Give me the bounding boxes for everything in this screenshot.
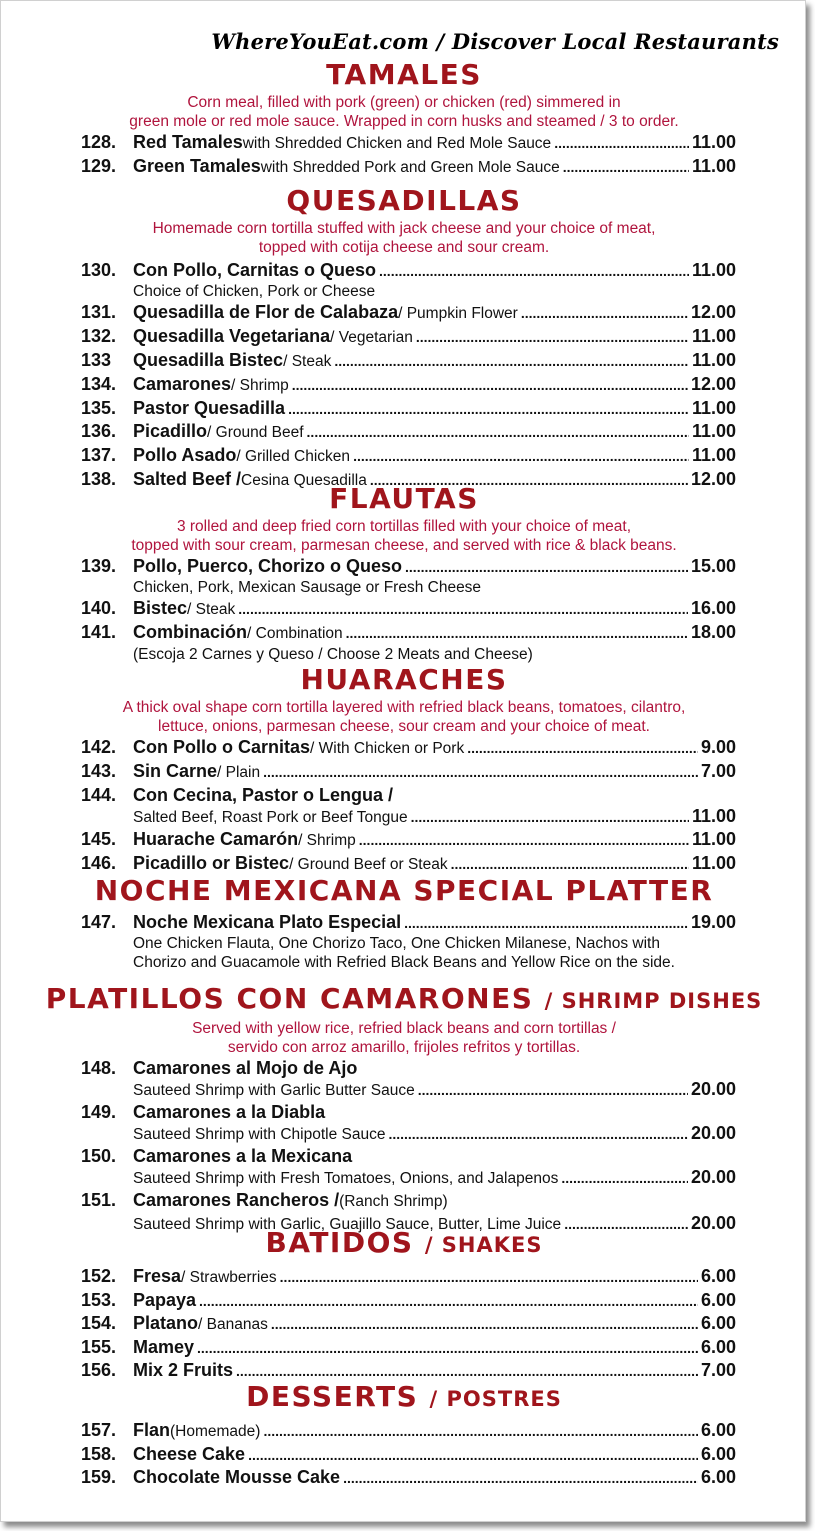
item-name: Bistec	[133, 598, 188, 618]
dot-leader	[280, 1266, 698, 1288]
item-number: 156.	[81, 1360, 117, 1380]
item-number: 133	[81, 350, 112, 370]
item-name: Papaya	[133, 1290, 197, 1310]
item-price: 6.00	[700, 1420, 736, 1440]
item-number: 129.	[81, 156, 117, 176]
item-price: 11.00	[691, 445, 736, 465]
item-description: (Escoja 2 Carnes y Queso / Choose 2 Meats and Cheese)	[133, 646, 533, 663]
section-batidos	[1, 1227, 807, 1382]
dot-leader	[467, 737, 698, 759]
description-line: lettuce, onions, parmesan cheese, sour cream and your choice of meat.	[158, 718, 650, 735]
item-price: 6.00	[700, 1290, 736, 1310]
item-number: 131.	[81, 302, 117, 322]
menu-item	[81, 760, 736, 784]
section-description	[1, 1019, 807, 1057]
description-line: servido con arroz amarillo, frijoles refritos y tortillas.	[227, 1039, 581, 1056]
item-name: Con Cecina, Pastor o Lengua /	[133, 785, 394, 805]
item-name: Combinación	[133, 622, 248, 642]
menu-item	[81, 621, 736, 645]
menu-item	[81, 555, 736, 578]
menu-item	[81, 1145, 736, 1167]
item-name: Noche Mexicana Plato Especial	[133, 912, 402, 932]
dot-leader	[405, 556, 688, 578]
section-title	[1, 1381, 807, 1415]
dot-leader	[451, 853, 689, 875]
section-tamales	[1, 59, 807, 179]
section-title-sub: / SHAKES	[424, 1233, 543, 1257]
item-number: 149.	[81, 1102, 117, 1122]
item-translation: with Shredded Pork and Green Mole Sauce	[260, 159, 560, 176]
dot-leader	[236, 1360, 698, 1382]
section-title	[1, 983, 807, 1017]
item-description: Sauteed Shrimp with Fresh Tomatoes, Onions, and Jalapenos	[133, 1170, 559, 1187]
item-list	[81, 736, 736, 876]
menu-item	[81, 1336, 736, 1359]
item-number: 153.	[81, 1290, 117, 1310]
dot-leader	[307, 421, 689, 443]
item-number: 142.	[81, 737, 117, 757]
item-name: Sin Carne	[133, 761, 218, 781]
menu-item	[81, 1265, 736, 1289]
item-price: 11.00	[691, 260, 736, 280]
dot-leader	[563, 156, 689, 178]
item-details	[81, 934, 736, 972]
item-description: Choice of Chicken, Pork or Cheese	[133, 283, 376, 300]
item-list	[81, 131, 736, 179]
item-name: Salted Beef /	[133, 469, 242, 489]
section-title-sub: / POSTRES	[429, 1387, 562, 1411]
dot-leader	[418, 1080, 688, 1100]
item-description-row	[133, 1167, 736, 1189]
dot-leader	[359, 829, 689, 851]
menu-item	[81, 349, 736, 373]
item-price: 19.00	[690, 912, 736, 932]
item-list	[81, 259, 736, 492]
section-title	[1, 1227, 807, 1261]
item-list	[81, 555, 736, 664]
dot-leader	[263, 761, 698, 783]
item-translation: / Plain	[217, 764, 261, 781]
item-price: 15.00	[690, 556, 736, 576]
menu-item	[81, 1289, 736, 1312]
item-translation: / Ground Beef	[207, 424, 304, 441]
item-translation: (Ranch Shrimp)	[339, 1193, 448, 1210]
menu-item	[81, 301, 736, 325]
item-detail-line: One Chicken Flauta, One Chorizo Taco, One Chicken Milanese, Nachos with	[133, 935, 660, 952]
section-title: NOCHE MEXICANA SPECIAL PLATTER	[94, 874, 714, 907]
item-name: Green Tamales	[133, 156, 261, 176]
item-list	[81, 1419, 736, 1489]
dot-leader	[263, 1420, 697, 1442]
section-title-main: BATIDOS	[265, 1226, 414, 1259]
item-number: 155.	[81, 1337, 117, 1357]
item-price: 6.00	[700, 1313, 736, 1333]
item-price: 11.00	[691, 806, 736, 826]
item-number: 137.	[81, 445, 117, 465]
section-title: FLAUTAS	[329, 482, 479, 515]
section-quesadillas	[1, 185, 807, 492]
dot-leader	[404, 912, 688, 934]
item-translation: / Shrimp	[231, 377, 289, 394]
menu-item	[81, 597, 736, 621]
item-number: 147.	[81, 912, 117, 932]
item-translation: with Shredded Chicken and Red Mole Sauce	[242, 135, 552, 152]
item-translation: / Bananas	[198, 1316, 268, 1333]
menu-item	[81, 373, 736, 397]
description-line: A thick oval shape corn tortilla layered with refried black beans, tomatoes, cilantro,	[122, 699, 686, 716]
watermark: WhereYouEat.com / Discover Local Restaurants	[211, 29, 779, 54]
dot-leader	[411, 807, 689, 827]
item-price: 18.00	[690, 622, 736, 642]
item-translation: / Strawberries	[181, 1269, 277, 1286]
menu-item	[81, 1057, 736, 1079]
item-number: 140.	[81, 598, 117, 618]
item-name: Huarache Camarón	[133, 829, 299, 849]
item-price: 11.00	[691, 132, 736, 152]
section-description	[1, 93, 807, 131]
menu-item	[81, 420, 736, 444]
item-translation: / Pumpkin Flower	[398, 305, 518, 322]
item-list	[81, 911, 736, 934]
item-name: Fresa	[133, 1266, 182, 1286]
description-line: green mole or red mole sauce. Wrapped in corn husks and steamed / 3 to order.	[129, 113, 679, 130]
item-number: 157.	[81, 1420, 117, 1440]
item-name: Quesadilla de Flor de Calabaza	[133, 302, 399, 322]
item-translation: / Steak	[283, 353, 332, 370]
dot-leader	[388, 1124, 688, 1144]
section-description	[1, 517, 807, 555]
item-price: 7.00	[700, 761, 736, 781]
dot-leader	[199, 1290, 698, 1312]
item-list	[81, 1057, 736, 1235]
item-name: Con Pollo o Carnitas	[133, 737, 311, 757]
item-number: 154.	[81, 1313, 117, 1333]
item-name: Pollo, Puerco, Chorizo o Queso	[133, 556, 403, 576]
item-number: 152.	[81, 1266, 117, 1286]
item-description-row	[133, 806, 736, 828]
item-price: 6.00	[700, 1266, 736, 1286]
description-line: Corn meal, filled with pork (green) or chicken (red) simmered in	[187, 94, 621, 111]
item-number: 135.	[81, 398, 117, 418]
item-name: Mamey	[133, 1337, 195, 1357]
item-name: Camarones	[133, 374, 232, 394]
item-number: 151.	[81, 1190, 117, 1210]
item-translation: / Shrimp	[298, 832, 356, 849]
section-huaraches	[1, 664, 807, 876]
item-price: 11.00	[691, 350, 736, 370]
item-name: Flan	[133, 1420, 171, 1440]
section-title: TAMALES	[326, 58, 482, 91]
item-price: 16.00	[690, 598, 736, 618]
dot-leader	[292, 374, 688, 396]
item-price: 6.00	[700, 1444, 736, 1464]
item-name: Picadillo or Bistec	[133, 853, 290, 873]
item-description: Sauteed Shrimp with Garlic Butter Sauce	[133, 1082, 415, 1099]
item-translation: / Combination	[247, 625, 343, 642]
item-name: Quesadilla Vegetariana	[133, 326, 331, 346]
item-name: Chocolate Mousse Cake	[133, 1467, 341, 1487]
section-camarones	[1, 983, 807, 1235]
item-name: Pollo Asado	[133, 445, 237, 465]
item-number: 143.	[81, 761, 117, 781]
menu-item	[81, 1189, 736, 1213]
dot-leader	[288, 398, 689, 420]
menu-item	[81, 1419, 736, 1443]
menu-item	[81, 131, 736, 155]
section-description	[1, 219, 807, 257]
menu-item	[81, 444, 736, 468]
description-line: topped with cotija cheese and sour cream.	[258, 239, 550, 256]
dot-leader	[554, 132, 689, 154]
item-number: 128.	[81, 132, 117, 152]
item-name: Camarones a la Mexicana	[133, 1146, 353, 1166]
item-number: 158.	[81, 1444, 117, 1464]
dot-leader	[346, 622, 688, 644]
menu-item	[81, 259, 736, 282]
menu-item	[81, 155, 736, 179]
section-title: HUARACHES	[300, 663, 508, 696]
item-translation: / Steak	[187, 601, 236, 618]
item-price: 11.00	[691, 326, 736, 346]
section-desserts	[1, 1381, 807, 1489]
item-price: 20.00	[690, 1167, 736, 1187]
item-number: 146.	[81, 853, 117, 873]
dot-leader	[334, 350, 689, 372]
menu-item	[81, 911, 736, 934]
item-name: Cheese Cake	[133, 1444, 246, 1464]
dot-leader	[521, 302, 688, 324]
item-description: Sauteed Shrimp with Garlic, Guajillo Sauce, Butter, Lime Juice	[133, 1216, 562, 1233]
menu-item	[81, 397, 736, 420]
dot-leader	[379, 260, 689, 282]
item-price: 11.00	[691, 398, 736, 418]
item-list	[81, 1265, 736, 1382]
item-name: Camarones Rancheros /	[133, 1190, 340, 1210]
item-description-row	[133, 1079, 736, 1101]
item-translation: / With Chicken or Pork	[310, 740, 465, 757]
item-number: 145.	[81, 829, 117, 849]
item-name: Pastor Quesadilla	[133, 398, 286, 418]
item-description-row	[133, 1123, 736, 1145]
item-number: 141.	[81, 622, 117, 642]
description-line: topped with sour cream, parmesan cheese, and served with rice & black beans.	[131, 537, 677, 554]
item-number: 134.	[81, 374, 117, 394]
item-description: Chicken, Pork, Mexican Sausage or Fresh Cheese	[133, 579, 482, 596]
section-description	[1, 698, 807, 736]
menu-item	[81, 1466, 736, 1489]
menu-item	[81, 325, 736, 349]
item-number: 136.	[81, 421, 117, 441]
item-name: Con Pollo, Carnitas o Queso	[133, 260, 377, 280]
item-price: 11.00	[691, 829, 736, 849]
section-title: QUESADILLAS	[286, 184, 522, 217]
item-price: 6.00	[700, 1337, 736, 1357]
dot-leader	[561, 1168, 688, 1188]
item-price: 7.00	[700, 1360, 736, 1380]
menu-item	[81, 852, 736, 876]
dot-leader	[343, 1467, 698, 1489]
item-number: 132.	[81, 326, 117, 346]
item-translation: / Vegetarian	[330, 329, 413, 346]
item-price: 11.00	[691, 156, 736, 176]
item-price: 9.00	[700, 737, 736, 757]
menu-item	[81, 736, 736, 760]
item-name: Quesadilla Bistec	[133, 350, 284, 370]
item-number: 130.	[81, 260, 117, 280]
menu-item	[81, 1359, 736, 1382]
menu-item	[81, 1443, 736, 1466]
item-translation: / Grilled Chicken	[236, 448, 351, 465]
item-name: Camarones al Mojo de Ajo	[133, 1058, 358, 1078]
menu-item	[81, 828, 736, 852]
item-name: Picadillo	[133, 421, 208, 441]
item-price: 20.00	[690, 1123, 736, 1143]
item-price: 6.00	[700, 1467, 736, 1487]
dot-leader	[271, 1313, 698, 1335]
item-name: Red Tamales	[133, 132, 243, 152]
item-price: 12.00	[690, 469, 736, 489]
item-description: Sauteed Shrimp with Chipotle Sauce	[133, 1126, 386, 1143]
item-translation: Cesina Quesadilla	[241, 472, 367, 489]
item-price: 12.00	[690, 374, 736, 394]
item-price: 12.00	[690, 302, 736, 322]
description-line: Served with yellow rice, refried black beans and corn tortillas /	[192, 1020, 616, 1037]
menu-item	[81, 784, 736, 806]
dot-leader	[238, 598, 688, 620]
section-flautas	[1, 483, 807, 664]
item-price: 20.00	[690, 1213, 736, 1233]
item-detail-line: Chorizo and Guacamole with Refried Black Beans and Yellow Rice on the side.	[133, 954, 675, 971]
section-noche-mexicana	[1, 875, 807, 972]
item-price: 11.00	[691, 853, 736, 873]
item-translation: (Homemade)	[170, 1423, 261, 1440]
description-line: Homemade corn tortilla stuffed with jack cheese and your choice of meat,	[152, 220, 656, 237]
description-line: 3 rolled and deep fried corn tortillas filled with your choice of meat,	[176, 518, 632, 535]
item-name: Camarones a la Diabla	[133, 1102, 326, 1122]
item-number: 138.	[81, 469, 117, 489]
menu-item	[81, 1312, 736, 1336]
item-name: Mix 2 Fruits	[133, 1360, 234, 1380]
item-number: 144.	[81, 785, 117, 805]
section-title-main: DESSERTS	[246, 1380, 419, 1413]
dot-leader	[416, 326, 689, 348]
item-number: 148.	[81, 1058, 117, 1078]
dot-leader	[353, 445, 689, 467]
dot-leader	[248, 1444, 698, 1466]
item-number: 139.	[81, 556, 117, 576]
item-number: 150.	[81, 1146, 117, 1166]
item-price: 11.00	[691, 421, 736, 441]
item-price: 20.00	[690, 1079, 736, 1099]
item-name: Platano	[133, 1313, 199, 1333]
menu-item	[81, 1101, 736, 1123]
dot-leader	[197, 1337, 698, 1359]
item-translation: / Ground Beef or Steak	[289, 856, 448, 873]
item-number: 159.	[81, 1467, 117, 1487]
section-title-main: PLATILLOS CON CAMARONES	[45, 982, 534, 1015]
item-description: Salted Beef, Roast Pork or Beef Tongue	[133, 809, 408, 826]
section-title-sub: / SHRIMP DISHES	[544, 989, 763, 1013]
